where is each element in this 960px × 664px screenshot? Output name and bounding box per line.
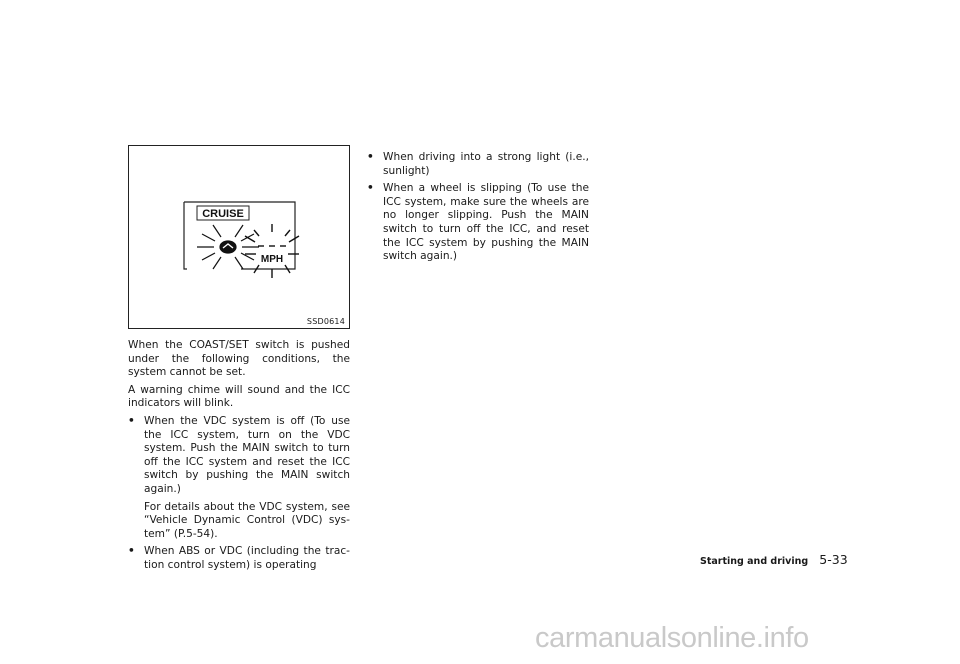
right-column [367,151,589,268]
figure-code: SSD0614 [306,317,345,326]
icc-indicator-figure [128,145,350,329]
bullet-text-vdc-off: When the VDC system is off (To use the ICC system, turn on the VDC system. Push the MAIN switch to turn off the ICC system and reset the ICC switch by pushing the MAIN switch again.) [144,414,350,495]
bullet-marker: • [367,151,374,163]
cruise-label: CRUISE [202,208,244,220]
watermark: carmanualsonline.info [535,622,809,654]
vehicle-indicator-icon [197,225,259,269]
left-column [128,339,350,577]
mph-label: MPH [260,254,284,265]
section-title: Starting and driving [700,556,809,567]
page-number: 5-33 [819,552,848,567]
bullet-marker: • [128,414,135,427]
set-speed-indicator-icon [245,224,299,278]
paragraph-warning-chime: A warning chime will sound and the ICC indicators will blink. [128,383,350,410]
list-item [128,415,350,497]
bullet-text-abs-vdc: When ABS or VDC (including the trac-tion control system) is operating [144,545,350,571]
paragraph-coast-set: When the COAST/SET switch is pushed under the following conditions, the system cannot be set. [128,339,350,379]
bullet-marker: • [367,182,374,195]
list-item [128,545,350,572]
list-item [367,182,589,264]
bullet-marker: • [128,545,135,558]
vdc-reference-note: For details about the VDC system, see “Vehicle Dynamic Control (VDC) sys-tem” (P.5-54). [144,500,350,540]
list-item [367,151,589,178]
bullet-text-strong-light: When driving into a strong light (i.e., sunlight) [383,151,589,177]
page-footer [700,549,848,568]
bullet-text-wheel-slipping: When a wheel is slipping (To use the ICC system, make sure the wheels are no longer slipping. Push the MAIN switch to turn off the ICC, and reset the ICC system by pushing the MAIN switch again.) [383,182,589,263]
icc-display-illustration [129,146,351,330]
